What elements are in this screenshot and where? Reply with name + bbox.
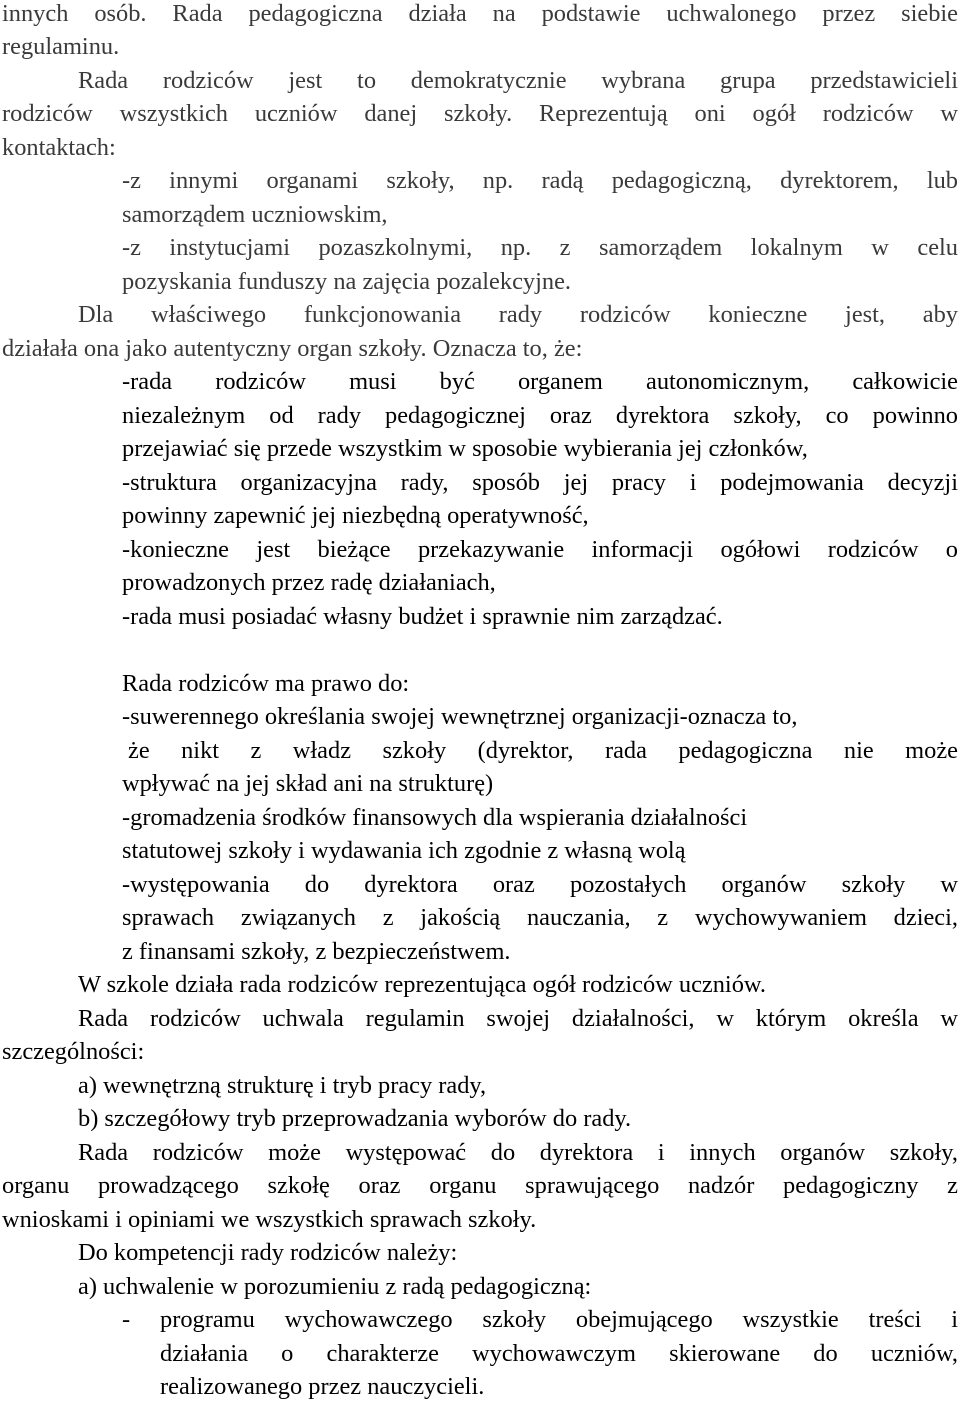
text-line: organu prowadzącego szkołę oraz organu sprawującego nadzór pedagogiczny z <box>2 1172 958 1199</box>
text-line: Dla właściwego funkcjonowania rady rodziców konieczne jest, aby <box>78 301 958 328</box>
text-line: samorządem uczniowskim, <box>122 201 388 228</box>
text-line: regulaminu. <box>2 33 120 60</box>
text-line: Rada rodziców uchwala regulamin swojej działalności, w którym określa w <box>78 1005 958 1032</box>
text-line: -gromadzenia środków finansowych dla wspierania działalności <box>122 804 748 831</box>
text-line: -z innymi organami szkoły, np. radą pedagogiczną, dyrektorem, lub <box>122 167 958 194</box>
text-line: pozyskania funduszy na zajęcia pozalekcyjne. <box>122 268 571 295</box>
text-line: działała ona jako autentyczny organ szkoły. Oznacza to, że: <box>2 335 583 362</box>
text-line: sprawach związanych z jakością nauczania, z wychowywaniem dzieci, <box>122 904 958 931</box>
text-line: -występowania do dyrektora oraz pozostałych organów szkoły w <box>122 871 958 898</box>
text-line: Rada rodziców ma prawo do: <box>122 670 410 697</box>
text-line: wpływać na jej skład ani na strukturę) <box>122 770 494 797</box>
text-line: W szkole działa rada rodziców reprezentująca ogół rodziców uczniów. <box>78 971 767 998</box>
text-line: statutowej szkoły i wydawania ich zgodnie z własną wolą <box>122 837 686 864</box>
text-line: niezależnym od rady pedagogicznej oraz dyrektora szkoły, co powinno <box>122 402 958 429</box>
text-line: z finansami szkoły, z bezpieczeństwem. <box>122 938 511 965</box>
text-line: kontaktach: <box>2 134 116 161</box>
text-line: -z instytucjami pozaszkolnymi, np. z samorządem lokalnym w celu <box>122 234 958 261</box>
text-line: -struktura organizacyjna rady, sposób jej pracy i podejmowania decyzji <box>122 469 958 496</box>
text-line: -rada rodziców musi być organem autonomicznym, całkowicie <box>122 368 958 395</box>
text-line: rodziców wszystkich uczniów danej szkoły. Reprezentują oni ogół rodziców w <box>2 100 958 127</box>
text-line: -konieczne jest bieżące przekazywanie informacji ogółowi rodziców o <box>122 536 958 563</box>
text-line: szczególności: <box>2 1038 145 1065</box>
text-line: innych osób. Rada pedagogiczna działa na podstawie uchwalonego przez siebie <box>2 0 958 27</box>
text-line: że nikt z władz szkoły (dyrektor, rada pedagogiczna nie może <box>128 737 958 764</box>
list-item: a) wewnętrzną strukturę i tryb pracy rady, <box>78 1072 487 1099</box>
text-line: przejawiać się przede wszystkim w sposobie wybierania jej członków, <box>122 435 808 462</box>
text-line: Rada rodziców jest to demokratycznie wybrana grupa przedstawicieli <box>78 67 958 94</box>
list-item: b) szczegółowy tryb przeprowadzania wyborów do rady. <box>78 1105 632 1132</box>
list-bullet: - <box>122 1306 131 1333</box>
list-item: a) uchwalenie w porozumieniu z radą pedagogiczną: <box>78 1273 592 1300</box>
text-line: programu wychowawczego szkoły obejmującego wszystkie treści i <box>160 1306 958 1333</box>
text-line: realizowanego przez nauczycieli. <box>160 1373 485 1400</box>
text-line: prowadzonych przez radę działaniach, <box>122 569 496 596</box>
text-line: powinny zapewnić jej niezbędną operatywność, <box>122 502 589 529</box>
text-line: Rada rodziców może występować do dyrektora i innych organów szkoły, <box>78 1139 958 1166</box>
text-line: wnioskami i opiniami we wszystkich sprawach szkoły. <box>2 1206 537 1233</box>
text-line: -suwerennego określania swojej wewnętrznej organizacji-oznacza to, <box>122 703 798 730</box>
text-line: -rada musi posiadać własny budżet i sprawnie nim zarządzać. <box>122 603 723 630</box>
text-line: działania o charakterze wychowawczym skierowane do uczniów, <box>160 1340 958 1367</box>
text-line: Do kompetencji rady rodziców należy: <box>78 1239 458 1266</box>
